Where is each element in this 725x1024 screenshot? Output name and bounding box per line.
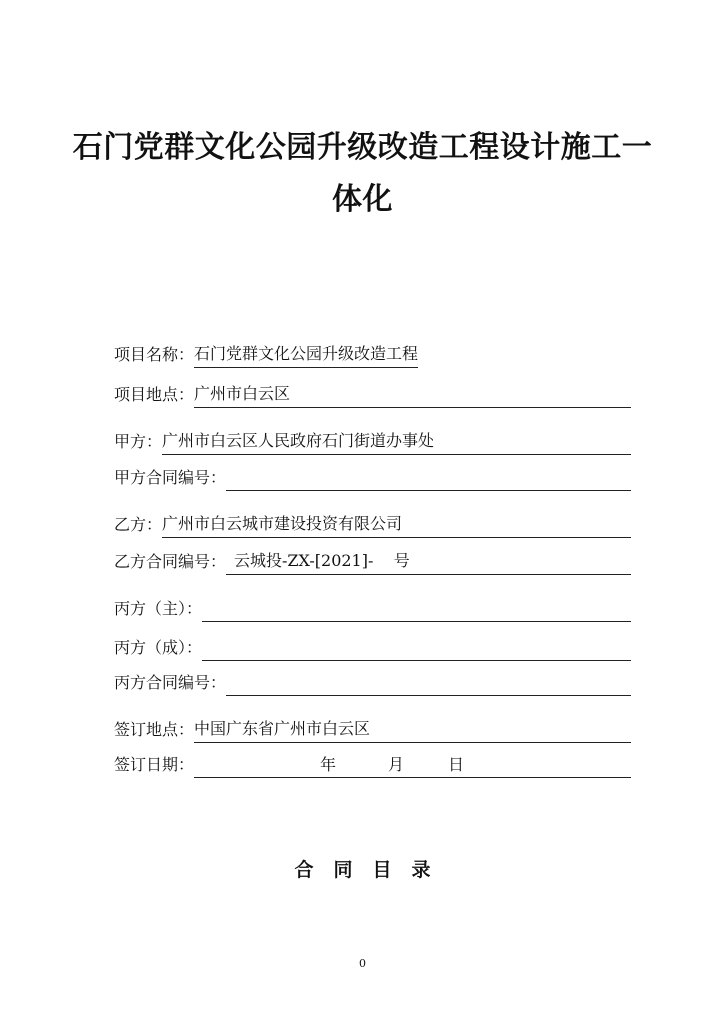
party-c-contract-label: 丙方合同编号： [114, 673, 227, 692]
project-location-value: 广州市白云区 [194, 384, 291, 403]
party-b-label: 乙方： [114, 515, 163, 534]
party-a-field [114, 427, 631, 455]
party-c-main-value-line [202, 598, 631, 622]
project-location-value-line [194, 384, 631, 408]
signing-date-label: 签订日期： [114, 755, 195, 774]
toc-heading: 合同目录 [294, 859, 451, 881]
signing-date-field [114, 750, 631, 778]
signing-date-value-line [194, 754, 631, 778]
party-a-value-line [162, 431, 631, 455]
document-title [60, 122, 665, 226]
party-c-contract-field [114, 668, 631, 696]
party-c-contract-value-line [226, 672, 631, 696]
party-a-contract-label: 甲方合同编号： [114, 468, 227, 487]
party-a-value: 广州市白云区人民政府石门街道办事处 [162, 431, 435, 450]
signing-date-month: 月 [388, 755, 405, 774]
project-name-label: 项目名称： [114, 345, 195, 364]
party-c-member-label: 丙方（成）： [114, 638, 203, 657]
signing-location-value-line [194, 719, 631, 743]
party-b-contract-field [114, 547, 631, 575]
signing-date-day: 日 [448, 755, 465, 774]
project-name-value-line [194, 344, 418, 368]
party-b-value: 广州市白云城市建设投资有限公司 [162, 514, 403, 533]
signing-location-label: 签订地点： [114, 720, 195, 739]
party-b-value-line [162, 514, 631, 538]
party-a-label: 甲方： [114, 432, 163, 451]
signing-location-value: 中国广东省广州市白云区 [194, 719, 371, 738]
project-location-field [114, 380, 631, 408]
signing-date-year: 年 [320, 755, 337, 774]
page-number: 0 [359, 957, 366, 970]
party-c-member-field [114, 633, 631, 661]
party-b-contract-value: 云城投-ZX-[2021]- 号 [234, 551, 410, 570]
title-line-2: 体化 [332, 182, 393, 217]
party-a-contract-field [114, 463, 631, 491]
party-b-field [114, 510, 631, 538]
title-line-1: 石门党群文化公园升级改造工程设计施工一 [72, 130, 653, 165]
party-a-contract-value-line [226, 467, 631, 491]
party-b-contract-value-line [226, 551, 631, 575]
project-name-field [114, 340, 631, 368]
party-c-main-label: 丙方（主）： [114, 599, 203, 618]
project-name-value: 石门党群文化公园升级改造工程 [194, 344, 419, 363]
project-location-label: 项目地点： [114, 385, 195, 404]
party-c-main-field [114, 594, 631, 622]
party-b-contract-label: 乙方合同编号： [114, 552, 227, 571]
signing-location-field [114, 715, 631, 743]
party-c-member-value-line [202, 637, 631, 661]
